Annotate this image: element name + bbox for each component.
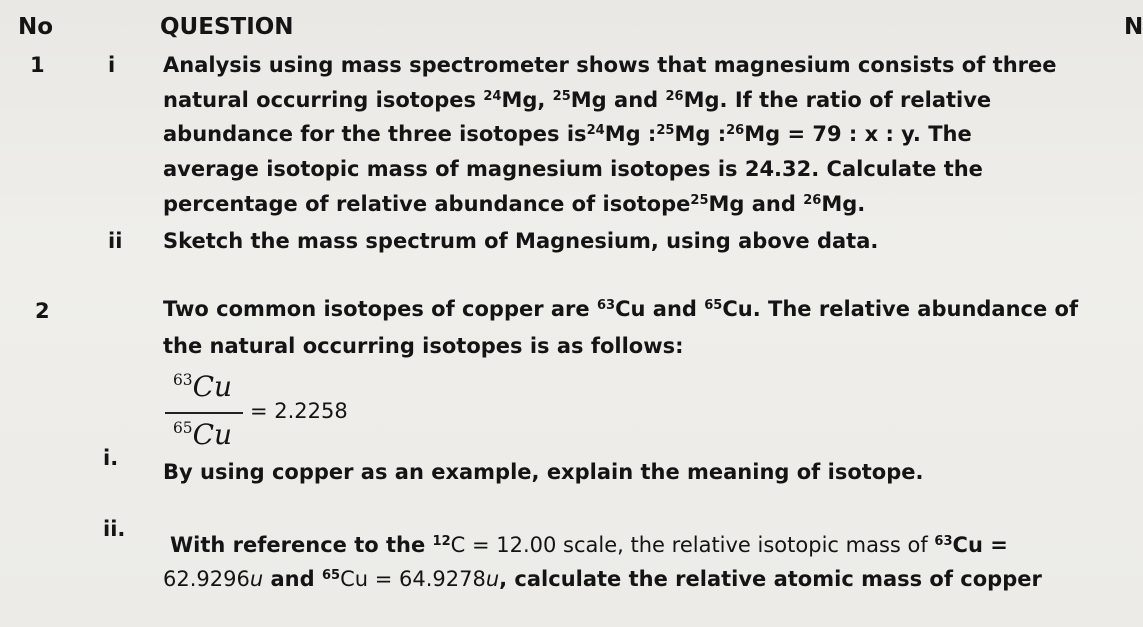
header-no: No <box>18 14 54 40</box>
q2-line3: By using copper as an example, explain the meaning of isotope. <box>163 460 924 484</box>
fraction-numerator: $^{63}$Cu <box>173 370 233 403</box>
q1-number: 1 <box>30 53 45 77</box>
q1-line4: average isotopic mass of magnesium isotopes is 24.32. Calculate the <box>163 157 983 181</box>
q2-number: 2 <box>35 299 50 323</box>
q2-line2: the natural occurring isotopes is as follows: <box>163 334 684 358</box>
q2-line1: Two common isotopes of copper are $^{63}$Cu and $^{65}$Cu. The relative abundance of <box>163 297 1079 321</box>
q1-line1: Analysis using mass spectrometer shows that magnesium consists of three <box>163 53 1057 77</box>
q1-line3: abundance for the three isotopes $is^{24}Mg$ :$^{25}$Mg :$^{26}$Mg = 79 : x : y. The <box>163 122 972 146</box>
q2-part-ii: ii. <box>103 517 126 541</box>
fraction-bar <box>165 412 243 414</box>
header-cut-letter: N <box>1124 14 1143 40</box>
fraction-denominator: $^{65}$Cu <box>173 418 233 451</box>
header-question: QUESTION <box>160 14 294 40</box>
q1-line5: percentage of relative abundance of isotope$^{25}$Mg and $^{26}$Mg. <box>163 192 866 216</box>
q2-line5: 62.9296u and $^{65}$Cu = 64.9278u, calculate the relative atomic mass of copper <box>163 567 1042 591</box>
fraction-equals-value: = 2.2258 <box>250 399 348 423</box>
q1-line2: natural occurring isotopes $^{24}$Mg, $^{25}$Mg and $^{26}$Mg. If the ratio of relative <box>163 88 992 112</box>
q1-part-i: i <box>108 53 116 77</box>
q2-part-i: i. <box>103 446 119 470</box>
q1-part-ii: ii <box>108 229 123 253</box>
q1-line6: Sketch the mass spectrum of Magnesium, using above data. <box>163 229 879 253</box>
q2-line4: With reference to the $^{12}$C = 12.00 scale, the relative isotopic mass of $^{63}$Cu = <box>170 533 1008 557</box>
